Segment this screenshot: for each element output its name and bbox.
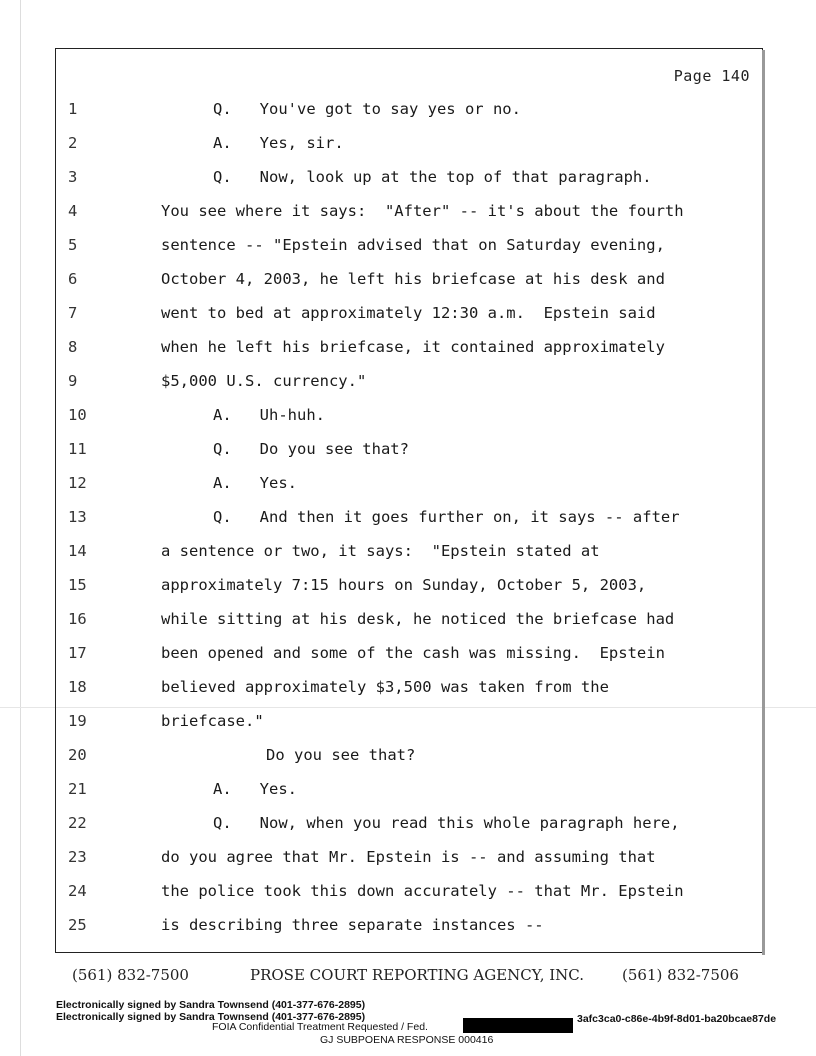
line-text: Q. Now, look up at the top of that paragraph. (213, 168, 652, 186)
redaction-bar (463, 1018, 573, 1033)
line-text: $5,000 U.S. currency." (161, 372, 367, 390)
line-text: You see where it says: "After" -- it's about the fourth (161, 202, 684, 220)
signature-stamp-2: Electronically signed by Sandra Townsend (401-377-676-2895) (56, 1011, 366, 1023)
line-number: 11 (68, 440, 87, 458)
line-number: 7 (68, 304, 78, 322)
line-text: A. Uh-huh. (213, 406, 325, 424)
line-text: Q. You've got to say yes or no. (213, 100, 521, 118)
line-text: approximately 7:15 hours on Sunday, October 5, 2003, (161, 576, 647, 594)
transcript-line (56, 162, 762, 192)
line-number: 21 (68, 780, 87, 798)
line-number: 1 (68, 100, 78, 118)
footer-phone-left: (561) 832-7500 (72, 966, 189, 984)
transcript-line (56, 638, 762, 668)
transcript-line (56, 570, 762, 600)
line-number: 18 (68, 678, 87, 696)
line-number: 17 (68, 644, 87, 662)
transcript-line (56, 502, 762, 532)
transcript-line (56, 468, 762, 498)
line-number: 22 (68, 814, 87, 832)
transcript-line (56, 604, 762, 634)
line-text: A. Yes, sir. (213, 134, 344, 152)
line-text: sentence -- "Epstein advised that on Saturday evening, (161, 236, 665, 254)
transcript-line (56, 842, 762, 872)
line-number: 23 (68, 848, 87, 866)
line-number: 9 (68, 372, 78, 390)
line-number: 4 (68, 202, 78, 220)
transcript-line (56, 196, 762, 226)
line-text: been opened and some of the cash was missing. Epstein (161, 644, 665, 662)
bates-number: GJ SUBPOENA RESPONSE 000416 (320, 1034, 494, 1046)
document-hash: 3afc3ca0-c86e-4b9f-8d01-ba20bcae87de (577, 1013, 777, 1025)
frame-shadow (762, 50, 765, 955)
transcript-page-frame (55, 48, 763, 953)
line-text: A. Yes. (213, 474, 297, 492)
transcript-line (56, 774, 762, 804)
line-text: the police took this down accurately -- that Mr. Epstein (161, 882, 684, 900)
transcript-line (56, 230, 762, 260)
transcript-line (56, 536, 762, 566)
transcript-line (56, 808, 762, 838)
transcript-line (56, 332, 762, 362)
line-text: October 4, 2003, he left his briefcase at his desk and (161, 270, 665, 288)
line-number: 3 (68, 168, 78, 186)
transcript-line (56, 298, 762, 328)
transcript-line (56, 366, 762, 396)
transcript-line (56, 264, 762, 294)
transcript-line (56, 94, 762, 124)
line-number: 14 (68, 542, 87, 560)
line-number: 8 (68, 338, 78, 356)
footer-agency: PROSE COURT REPORTING AGENCY, INC. (250, 966, 584, 984)
line-number: 15 (68, 576, 87, 594)
line-text: A. Yes. (213, 780, 297, 798)
line-number: 20 (68, 746, 87, 764)
line-number: 10 (68, 406, 87, 424)
line-text: Q. And then it goes further on, it says -- after (213, 508, 680, 526)
line-number: 19 (68, 712, 87, 730)
line-text: when he left his briefcase, it contained approximately (161, 338, 665, 356)
transcript-line (56, 740, 762, 770)
transcript-line (56, 910, 762, 940)
line-number: 16 (68, 610, 87, 628)
line-text: a sentence or two, it says: "Epstein stated at (161, 542, 600, 560)
line-number: 12 (68, 474, 87, 492)
line-text: Q. Do you see that? (213, 440, 409, 458)
line-text: Do you see that? (266, 746, 416, 764)
line-number: 24 (68, 882, 87, 900)
line-number: 25 (68, 916, 87, 934)
line-number: 6 (68, 270, 78, 288)
line-text: do you agree that Mr. Epstein is -- and assuming that (161, 848, 656, 866)
line-text: Q. Now, when you read this whole paragraph here, (213, 814, 680, 832)
transcript-line (56, 400, 762, 430)
line-text: believed approximately $3,500 was taken from the (161, 678, 609, 696)
line-text: is describing three separate instances -- (161, 916, 544, 934)
line-text: went to bed at approximately 12:30 a.m. Epstein said (161, 304, 656, 322)
line-number: 13 (68, 508, 87, 526)
transcript-line (56, 128, 762, 158)
foia-notice: FOIA Confidential Treatment Requested / Fed. (212, 1021, 428, 1033)
transcript-line (56, 706, 762, 736)
transcript-line (56, 876, 762, 906)
line-number: 5 (68, 236, 78, 254)
page-number: Page 140 (673, 67, 750, 85)
transcript-line (56, 434, 762, 464)
line-number: 2 (68, 134, 78, 152)
line-text: while sitting at his desk, he noticed the briefcase had (161, 610, 675, 628)
margin-rule (20, 0, 21, 1056)
reporter-footer (0, 966, 816, 990)
footer-phone-right: (561) 832-7506 (622, 966, 739, 984)
signature-stamp-1: Electronically signed by Sandra Townsend (401-377-676-2895) (56, 999, 366, 1011)
transcript-line (56, 672, 762, 702)
line-text: briefcase." (161, 712, 264, 730)
